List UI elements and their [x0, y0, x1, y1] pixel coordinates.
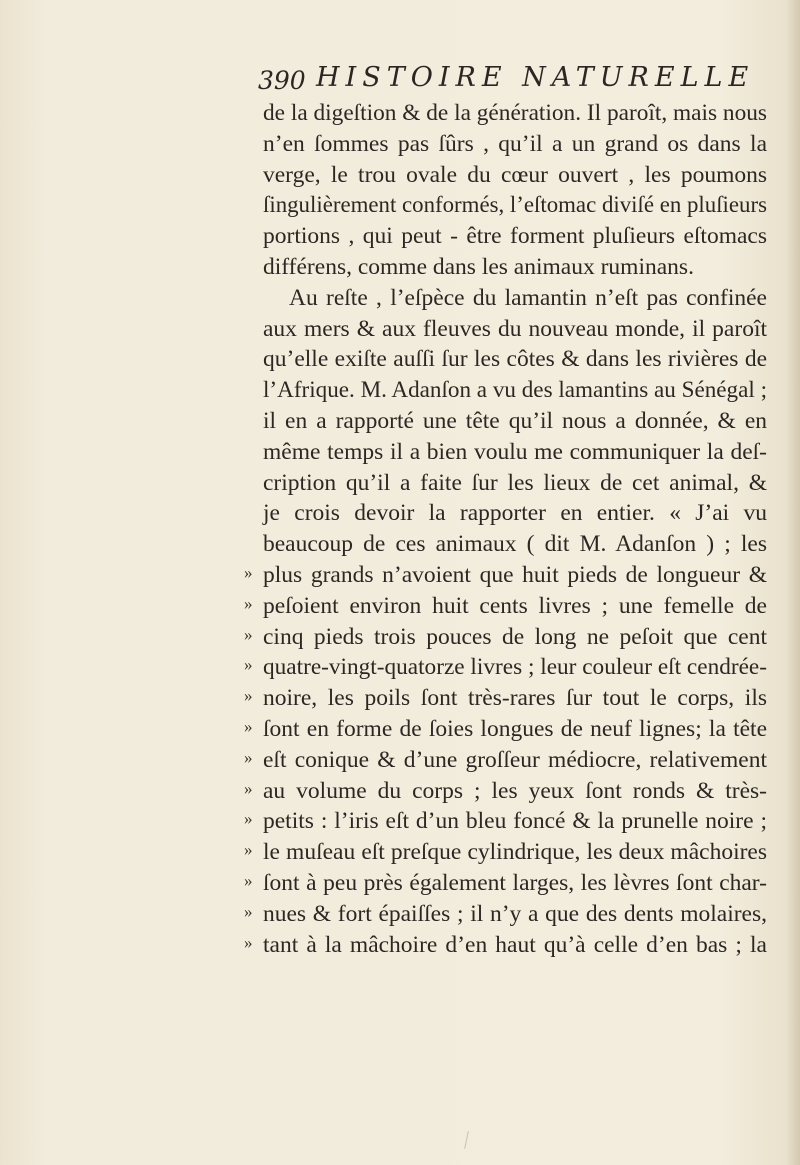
text-line: [0, 314, 800, 344]
line-text: ſingulièrement conformés, l’eſtomac diviſé en pluſieurs: [263, 192, 767, 219]
quote-mark: »: [244, 871, 253, 890]
line-text: cinq pieds trois pouces de long ne peſoit que cent: [263, 623, 767, 650]
line-text: différens, comme dans les animaux ruminans.: [263, 254, 694, 280]
line-text: verge, le trou ovale du cœur ouvert , les poumons: [263, 161, 767, 188]
text-line: [0, 129, 800, 159]
quote-mark: »: [244, 778, 253, 798]
line-text: ſont à peu près également larges, les lèvres ſont char-: [263, 870, 767, 896]
line-text: beaucoup de ces animaux ( dit M. Adanſon ) ; les: [263, 531, 767, 558]
line-text: aux mers & aux fleuves du nouveau monde, il paroît: [263, 315, 767, 342]
quote-mark: »: [244, 901, 253, 921]
text-line: [0, 652, 800, 682]
text-line: [0, 406, 800, 436]
text-line: [0, 98, 800, 128]
running-title: HISTOIRE NATURELLE: [316, 62, 755, 93]
line-text: Au reſte , l’eſpèce du lamantin n’eſt pas confinée: [289, 284, 767, 311]
text-line: [0, 591, 800, 621]
text-line: [0, 344, 800, 374]
text-line: [0, 375, 800, 405]
line-text: petits : l’iris eſt d’un bleu foncé & la prunelle noire ;: [263, 808, 767, 835]
quote-mark: »: [244, 624, 253, 644]
quote-mark: »: [244, 593, 253, 613]
line-text: je crois devoir la rapporter en entier. « J’ai vu: [263, 500, 767, 527]
line-text: plus grands n’avoient que huit pieds de longueur &: [263, 562, 767, 588]
text-line: [0, 683, 800, 713]
quote-mark: »: [244, 717, 253, 736]
text-line: [0, 252, 800, 282]
text-line: [0, 190, 800, 220]
text-line: [0, 745, 800, 775]
text-line: [0, 468, 800, 498]
text-line: [0, 622, 800, 652]
text-line: [0, 899, 800, 929]
text-line: [0, 160, 800, 190]
line-text: n’en ſommes pas ſûrs , qu’il a un grand os dans la: [263, 130, 767, 157]
line-text: l’Afrique. M. Adanſon a vu des lamantins au Sénégal ;: [263, 377, 767, 404]
line-text: cription qu’il a faite ſur les lieux de cet animal, &: [263, 469, 767, 496]
text-line: [0, 806, 800, 836]
line-text: portions , qui peut - être forment pluſieurs eſtomacs: [263, 223, 767, 250]
page-number: 390: [258, 66, 306, 95]
quote-mark: »: [244, 747, 253, 767]
line-text: au volume du corps ; les yeux ſont ronds & très-: [263, 777, 767, 804]
text-line: [0, 837, 800, 867]
text-line: [0, 714, 800, 744]
line-text: nues & fort épaiſſes ; il n’y a que des dents molaires,: [263, 900, 767, 927]
quote-mark: »: [244, 932, 253, 952]
paper-mark: [464, 1131, 469, 1149]
line-text: quatre-vingt-quatorze livres ; leur couleur eſt cendrée-: [263, 654, 767, 681]
text-line: [0, 437, 800, 467]
quote-mark: »: [244, 655, 253, 675]
line-text: de la digeſtion & de la génération. Il paroît, mais nous: [263, 100, 767, 126]
line-text: peſoient environ huit cents livres ; une femelle de: [263, 592, 767, 619]
line-text: il en a rapporté une tête qu’il nous a donnée, & en: [263, 408, 767, 434]
line-text: même temps il a bien voulu me communiquer la deſ-: [263, 438, 767, 465]
quote-mark: »: [244, 809, 253, 829]
text-line: [0, 868, 800, 898]
line-text: ſont en forme de ſoies longues de neuf lignes; la tête: [263, 716, 767, 742]
text-line: [0, 529, 800, 559]
line-text: tant à la mâchoire d’en haut qu’à celle d’en bas ; la: [263, 931, 767, 958]
text-line: [0, 560, 800, 590]
line-text: le muſeau eſt preſque cylindrique, les deux mâchoires: [263, 839, 767, 866]
page-header: [258, 60, 755, 100]
line-text: eſt conique & d’une groſſeur médiocre, relativement: [263, 746, 767, 773]
quote-mark: »: [244, 686, 253, 706]
line-text: qu’elle exiſte auſſi ſur les côtes & dans les rivières de: [263, 346, 767, 373]
line-text: noire, les poils ſont très-rares ſur tout le corps, ils: [263, 685, 767, 712]
quote-mark: »: [244, 563, 253, 582]
text-line: [0, 498, 800, 528]
text-line: [0, 930, 800, 960]
text-line: [0, 776, 800, 806]
text-line: [0, 221, 800, 251]
text-line: [0, 283, 800, 313]
quote-mark: »: [244, 840, 253, 860]
